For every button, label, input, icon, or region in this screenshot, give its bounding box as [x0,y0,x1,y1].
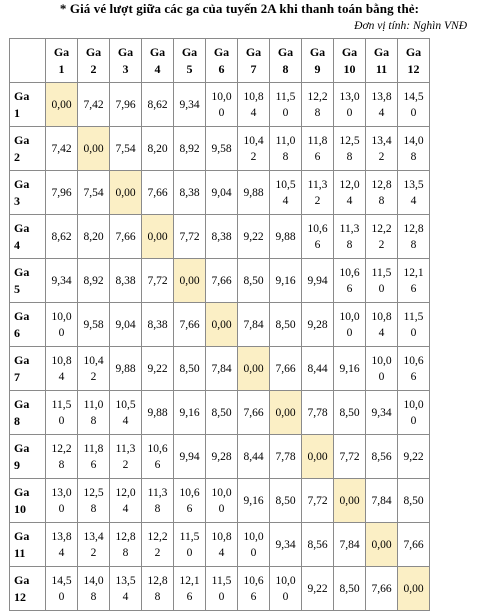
fare-cell: 8,38 [206,215,238,259]
fare-cell: 9,88 [238,171,270,215]
fare-cell: 9,04 [110,303,142,347]
fare-cell: 10,66 [398,347,430,391]
row-header: Ga 5 [10,259,46,303]
fare-cell: 9,58 [206,127,238,171]
fare-cell: 9,94 [174,435,206,479]
column-header: Ga 6 [206,39,238,83]
fare-cell: 12,04 [110,479,142,523]
fare-cell: 13,00 [46,479,78,523]
fare-cell: 8,50 [206,391,238,435]
fare-cell: 10,42 [78,347,110,391]
fare-cell-same-station: 0,00 [174,259,206,303]
fare-cell: 9,28 [206,435,238,479]
table-row [10,127,430,171]
fare-cell: 10,00 [398,391,430,435]
fare-cell: 13,00 [334,83,366,127]
fare-cell: 10,84 [238,83,270,127]
fare-cell: 11,86 [302,127,334,171]
fare-cell: 7,66 [142,171,174,215]
fare-cell: 9,22 [142,347,174,391]
fare-cell: 7,66 [110,215,142,259]
fare-cell: 14,08 [398,127,430,171]
fare-cell: 11,38 [142,479,174,523]
fare-cell: 8,92 [78,259,110,303]
fare-cell: 11,50 [174,523,206,567]
fare-cell-same-station: 0,00 [110,171,142,215]
fare-cell: 8,50 [238,259,270,303]
column-header: Ga 7 [238,39,270,83]
row-header: Ga 2 [10,127,46,171]
fare-cell: 9,34 [46,259,78,303]
unit-note: Đơn vị tính: Nghìn VNĐ [354,20,467,32]
fare-cell: 11,50 [270,83,302,127]
fare-cell: 10,00 [238,523,270,567]
column-header: Ga 3 [110,39,142,83]
fare-cell: 9,28 [302,303,334,347]
fare-cell: 10,66 [174,479,206,523]
row-header: Ga 10 [10,479,46,523]
fare-cell: 11,08 [78,391,110,435]
fare-cell: 8,50 [334,567,366,611]
fare-cell: 10,00 [206,83,238,127]
table-row [10,303,430,347]
fare-cell: 7,54 [110,127,142,171]
fare-cell: 12,22 [142,523,174,567]
column-header: Ga 8 [270,39,302,83]
fare-cell: 10,00 [206,479,238,523]
fare-cell: 9,16 [238,479,270,523]
fare-cell: 7,84 [334,523,366,567]
fare-cell: 7,96 [110,83,142,127]
table-row [10,435,430,479]
column-header: Ga 9 [302,39,334,83]
fare-cell: 9,16 [334,347,366,391]
fare-cell: 8,92 [174,127,206,171]
table-row [10,347,430,391]
fare-cell: 9,16 [174,391,206,435]
fare-cell: 12,88 [366,171,398,215]
fare-cell: 7,84 [366,479,398,523]
fare-cell-same-station: 0,00 [334,479,366,523]
fare-cell: 7,66 [366,567,398,611]
fare-cell: 9,16 [270,259,302,303]
fare-cell: 11,08 [270,127,302,171]
fare-cell: 8,50 [270,479,302,523]
fare-cell: 9,94 [302,259,334,303]
fare-cell: 12,28 [46,435,78,479]
fare-cell: 7,84 [238,303,270,347]
table-row [10,215,430,259]
fare-cell: 10,00 [46,303,78,347]
fare-cell-same-station: 0,00 [46,83,78,127]
fare-cell: 9,88 [270,215,302,259]
fare-cell: 8,56 [366,435,398,479]
fare-cell: 12,88 [398,215,430,259]
column-header: Ga 10 [334,39,366,83]
fare-cell: 7,66 [270,347,302,391]
fare-cell-same-station: 0,00 [366,523,398,567]
fare-cell: 8,44 [238,435,270,479]
fare-cell: 12,22 [366,215,398,259]
fare-cell: 8,20 [78,215,110,259]
fare-cell: 7,72 [174,215,206,259]
fare-cell: 7,96 [46,171,78,215]
fare-cell: 10,66 [302,215,334,259]
fare-cell: 10,00 [270,567,302,611]
fare-cell: 8,50 [174,347,206,391]
fare-cell: 8,62 [142,83,174,127]
row-header: Ga 3 [10,171,46,215]
fare-cell: 9,34 [174,83,206,127]
fare-cell: 11,38 [334,215,366,259]
fare-cell: 13,54 [110,567,142,611]
fare-cell: 8,44 [302,347,334,391]
fare-cell: 8,50 [334,391,366,435]
fare-cell: 11,32 [110,435,142,479]
fare-cell-same-station: 0,00 [270,391,302,435]
column-header: Ga 11 [366,39,398,83]
fare-cell: 9,04 [206,171,238,215]
fare-cell: 14,50 [46,567,78,611]
fare-cell: 7,54 [78,171,110,215]
fare-cell: 12,58 [334,127,366,171]
fare-cell: 8,38 [142,303,174,347]
table-row [10,391,430,435]
fare-cell: 9,34 [270,523,302,567]
fare-cell: 12,04 [334,171,366,215]
fare-cell: 13,54 [398,171,430,215]
row-header: Ga 7 [10,347,46,391]
fare-cell: 8,20 [142,127,174,171]
table-row [10,259,430,303]
fare-cell: 7,78 [302,391,334,435]
fare-cell: 11,50 [206,567,238,611]
fare-cell: 13,42 [78,523,110,567]
fare-cell: 9,88 [110,347,142,391]
fare-cell: 11,32 [302,171,334,215]
table-row [10,171,430,215]
row-header: Ga 12 [10,567,46,611]
row-header: Ga 4 [10,215,46,259]
fare-cell: 10,66 [142,435,174,479]
fare-cell-same-station: 0,00 [238,347,270,391]
fare-cell: 12,58 [78,479,110,523]
fare-cell: 13,84 [366,83,398,127]
fare-cell-same-station: 0,00 [398,567,430,611]
column-header: Ga 1 [46,39,78,83]
fare-cell: 11,50 [398,303,430,347]
fare-cell: 10,42 [238,127,270,171]
fare-cell: 7,66 [238,391,270,435]
fare-cell: 14,08 [78,567,110,611]
fare-cell: 7,66 [398,523,430,567]
fare-cell: 7,72 [142,259,174,303]
row-header: Ga 11 [10,523,46,567]
table-row [10,479,430,523]
fare-cell-same-station: 0,00 [206,303,238,347]
fare-cell: 10,00 [366,347,398,391]
fare-cell: 13,84 [46,523,78,567]
table-row [10,567,430,611]
fare-cell: 7,42 [46,127,78,171]
row-header: Ga 6 [10,303,46,347]
fare-cell: 9,22 [302,567,334,611]
fare-cell: 8,50 [270,303,302,347]
fare-cell: 12,88 [110,523,142,567]
fare-cell: 7,66 [174,303,206,347]
row-header: Ga 8 [10,391,46,435]
fare-cell: 11,50 [46,391,78,435]
table-header-row [10,39,430,83]
fare-cell: 9,34 [366,391,398,435]
fare-cell: 8,56 [302,523,334,567]
fare-cell: 10,54 [110,391,142,435]
row-header: Ga 1 [10,83,46,127]
fare-cell: 7,78 [270,435,302,479]
fare-cell: 13,42 [366,127,398,171]
fare-cell: 7,72 [302,479,334,523]
fare-cell: 10,66 [238,567,270,611]
fare-cell: 10,66 [334,259,366,303]
fare-cell: 8,38 [110,259,142,303]
fare-cell: 8,50 [398,479,430,523]
column-header: Ga 12 [398,39,430,83]
fare-table [9,38,430,611]
table-row [10,83,430,127]
fare-cell: 10,84 [46,347,78,391]
fare-cell: 9,58 [78,303,110,347]
fare-cell: 9,22 [238,215,270,259]
row-header: Ga 9 [10,435,46,479]
fare-cell: 7,42 [78,83,110,127]
fare-cell: 9,88 [142,391,174,435]
fare-cell: 12,16 [398,259,430,303]
fare-cell: 8,38 [174,171,206,215]
fare-cell: 12,16 [174,567,206,611]
fare-cell: 10,84 [366,303,398,347]
table-corner-cell [10,39,46,83]
fare-cell-same-station: 0,00 [78,127,110,171]
fare-cell: 7,84 [206,347,238,391]
fare-cell: 10,00 [334,303,366,347]
fare-cell: 10,84 [206,523,238,567]
fare-cell-same-station: 0,00 [302,435,334,479]
fare-cell: 11,86 [78,435,110,479]
column-header: Ga 2 [78,39,110,83]
fare-cell: 8,62 [46,215,78,259]
fare-cell: 12,88 [142,567,174,611]
fare-cell: 9,22 [398,435,430,479]
column-header: Ga 5 [174,39,206,83]
fare-cell: 7,72 [334,435,366,479]
fare-cell: 7,66 [206,259,238,303]
fare-cell: 14,50 [398,83,430,127]
fare-cell-same-station: 0,00 [142,215,174,259]
column-header: Ga 4 [142,39,174,83]
fare-cell: 10,54 [270,171,302,215]
fare-cell: 11,50 [366,259,398,303]
fare-cell: 12,28 [302,83,334,127]
table-row [10,523,430,567]
page-title: * Giá vé lượt giữa các ga của tuyến 2A khi thanh toán bằng thẻ: [59,1,420,16]
